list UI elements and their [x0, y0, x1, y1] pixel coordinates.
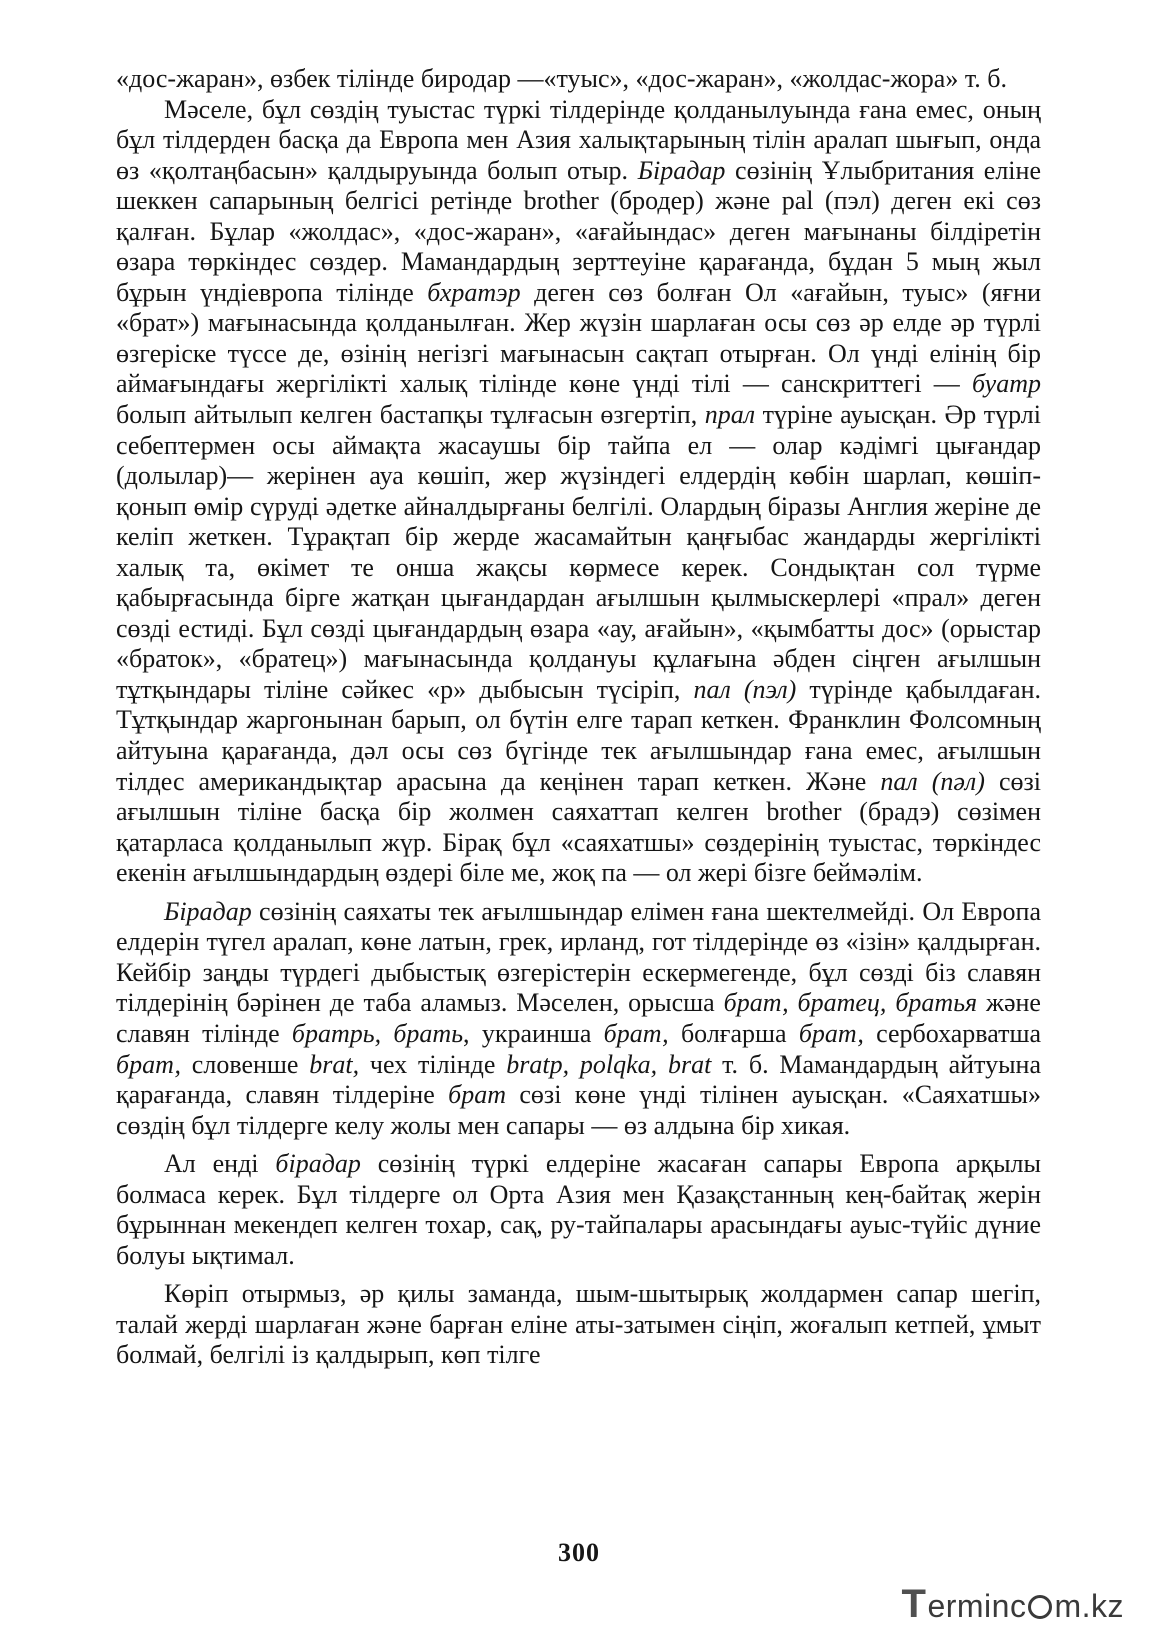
italic-term: брат, [798, 1018, 864, 1048]
text-run: сөзінің саяхаты тек ағылшындар елімен ғана шектелмейді. Ол Европа елдерін түгел аралап, көне латын, грек, ирланд, гот тілдерінде өз «ізін» қалдырған. Кейбір заңды түрдегі дыбыстық өзгерістерін ескермегенде, бұл сөзді біз славян тілдерінің бәрінен де таба аламыз. Мәселен, орысша [116, 896, 1041, 1018]
text-run: және славян тілінде [116, 988, 1041, 1048]
text-run: сөзі ағылшын тіліне басқа бір жолмен саяхаттап келген brother (брадэ) сөзімен қатарласа қолданылып жүр. Бірақ бұл «саяхатшы» сөздерінің туыстас, төркіндес екенін ағылшындардың өздері біле ме, жоқ па — ол жері бізге беймәлім. [116, 766, 1041, 888]
italic-term: брат, [603, 1018, 669, 1048]
italic-term: брат [448, 1080, 506, 1110]
text-run: болып айтылып келген бастапқы тұлғасын өзгертіп, [116, 400, 705, 430]
text-run: түрінде қабылдаған. Тұтқындар жаргонынан барып, ол бүтін елге тарап кеткен. Франклин Фолсомның айтуына қарағанда, дәл осы сөз бүгінде тек ағылшындар ғана емес, ағылшын тілдес американдықтар арасына да кеңінен тарап кеткен. Және [116, 674, 1041, 796]
text-run: «дос-жаран», өзбек тілінде биродар —«туыс», «дос-жаран», «жолдас-жора» т. б. [116, 64, 1007, 93]
text-run: чех тілінде [359, 1049, 507, 1079]
watermark-logo [902, 1582, 1125, 1627]
paragraph [116, 95, 1041, 889]
text-run: Көріп отырмыз, әр қилы заманда, шым-шытырық жолдармен сапар шегіп, талай жерді шарлаған және барған еліне аты-затымен сіңіп, жоғалып кетпей, ұмыт болмай, белгілі із қалдырып, көп тілге [116, 1279, 1041, 1370]
text-run: деген сөз болған Ол «ағайын, туыс» (яғни «брат») мағынасында қолданылған. Жер жүзін шарлаған осы сөз әр елде әр түрлі өзгеріске түссе де, өзінің негізгі мағынасын сақтап отырған. Ол үнді елінің бір аймағындағы жергілікті халық тілінде көне үнді тілі — санскриттегі — [116, 277, 1042, 399]
italic-term: братрь, брать [291, 1018, 464, 1048]
italic-term: Бірадар [637, 155, 726, 185]
text-run: түріне ауысқан. Әр түрлі себептермен осы аймақта жасаушы бір тайпа ел — олар кәдімгі цығандар (долылар)— жерінен ауа көшіп, жер жүзіндегі елдердің көбін шарлап, көшіп-қонып өмір сүруді әдетке айналдырғаны белгілі. Олардың біразы Англия жеріне де келіп жеткен. Тұрақтап бір жерде жасамайтын қаңғыбас жандарды жергілікті халық та, өкімет те онша жақсы көрмесе керек. Сондықтан сол түрме қабырғасында бірге жатқан цығандардан ағылшын қылмыскерлері «прал» деген сөзді естиді. Бұл сөзді цығандардың өзара «ау, ағайын», «қымбатты дос» (орыстар «браток», «братец») мағынасында қолдануы құлағына әбден сіңген ағылшын тұтқындары тіліне сәйкес «р» дыбысын түсіріп, [116, 400, 1041, 704]
text-run: сөзінің түркі елдеріне жасаған сапары Европа арқылы болмаса керек. Бұл тілдерге ол Орта Азия мен Қазақстанның кең-байтақ жерін бұрыннан мекендеп келген тохар, сақ, ру-тайпалары арасындағы ауыс-түйіс дүние болуы ықтимал. [116, 1149, 1041, 1270]
text-run: т. б. Мамандардың айтуына қарағанда, славян тілдеріне [116, 1049, 1041, 1110]
text-run: Ал енді [164, 1149, 276, 1179]
italic-term: брат, братец, братья [723, 988, 978, 1018]
watermark-text: erminc [927, 1588, 1027, 1624]
italic-term: бхратэр [427, 277, 521, 307]
italic-term: bratp, polqka, brat [506, 1049, 712, 1079]
italic-term: пал (пэл) [693, 674, 797, 704]
text-run: , украинша [463, 1018, 604, 1048]
watermark-circle-icon [1028, 1595, 1052, 1619]
watermark-domain: m.kz [1054, 1588, 1124, 1624]
paragraph [116, 897, 1041, 1141]
page-number: 300 [558, 1538, 600, 1567]
italic-term: пал (пәл) [880, 766, 985, 796]
text-run: сербохарватша [863, 1018, 1042, 1048]
italic-term: brat, [309, 1049, 360, 1079]
text-run: сөзінің Ұлыбритания еліне шеккен сапарының белгісі ретінде brother (бродер) және pal (пэл) деген екі сөз қалған. Бұлар «жолдас», «дос-жаран», «ағайындас» деген мағынаны білдіретін өзара төркіндес сөздер. Мамандардың зерттеуіне қарағанда, бұдан 5 мың жыл бұрын үндіеврoпа тілінде [116, 155, 1041, 307]
italic-term: прал [704, 400, 756, 430]
paragraph [116, 1279, 1041, 1371]
watermark-letter-t: T [901, 1582, 927, 1626]
book-page [116, 64, 1041, 1371]
italic-term: буатр [971, 369, 1041, 399]
italic-term: Бірадар [164, 896, 252, 926]
italic-term: брат, [116, 1049, 181, 1079]
paragraph [116, 64, 1041, 95]
paragraph [116, 1149, 1041, 1271]
italic-term: бірадар [275, 1149, 361, 1179]
text-run: Мәселе, бұл сөздің туыстас түркі тілдерінде қолданылуында ғана емес, оның бұл тілдерден басқа да Европа мен Азия халықтарының тілін аралап шығып, онда өз «қолтаңбасын» қалдыруында болып отыр. [116, 94, 1041, 185]
text-run: болғарша [668, 1018, 799, 1048]
text-run: словенше [181, 1049, 310, 1079]
text-run: сөзі көне үнді тілінен ауысқан. «Саяхатшы» сөздің бұл тілдерге келу жолы мен сапары — өз алдына бір хикая. [116, 1080, 1042, 1140]
